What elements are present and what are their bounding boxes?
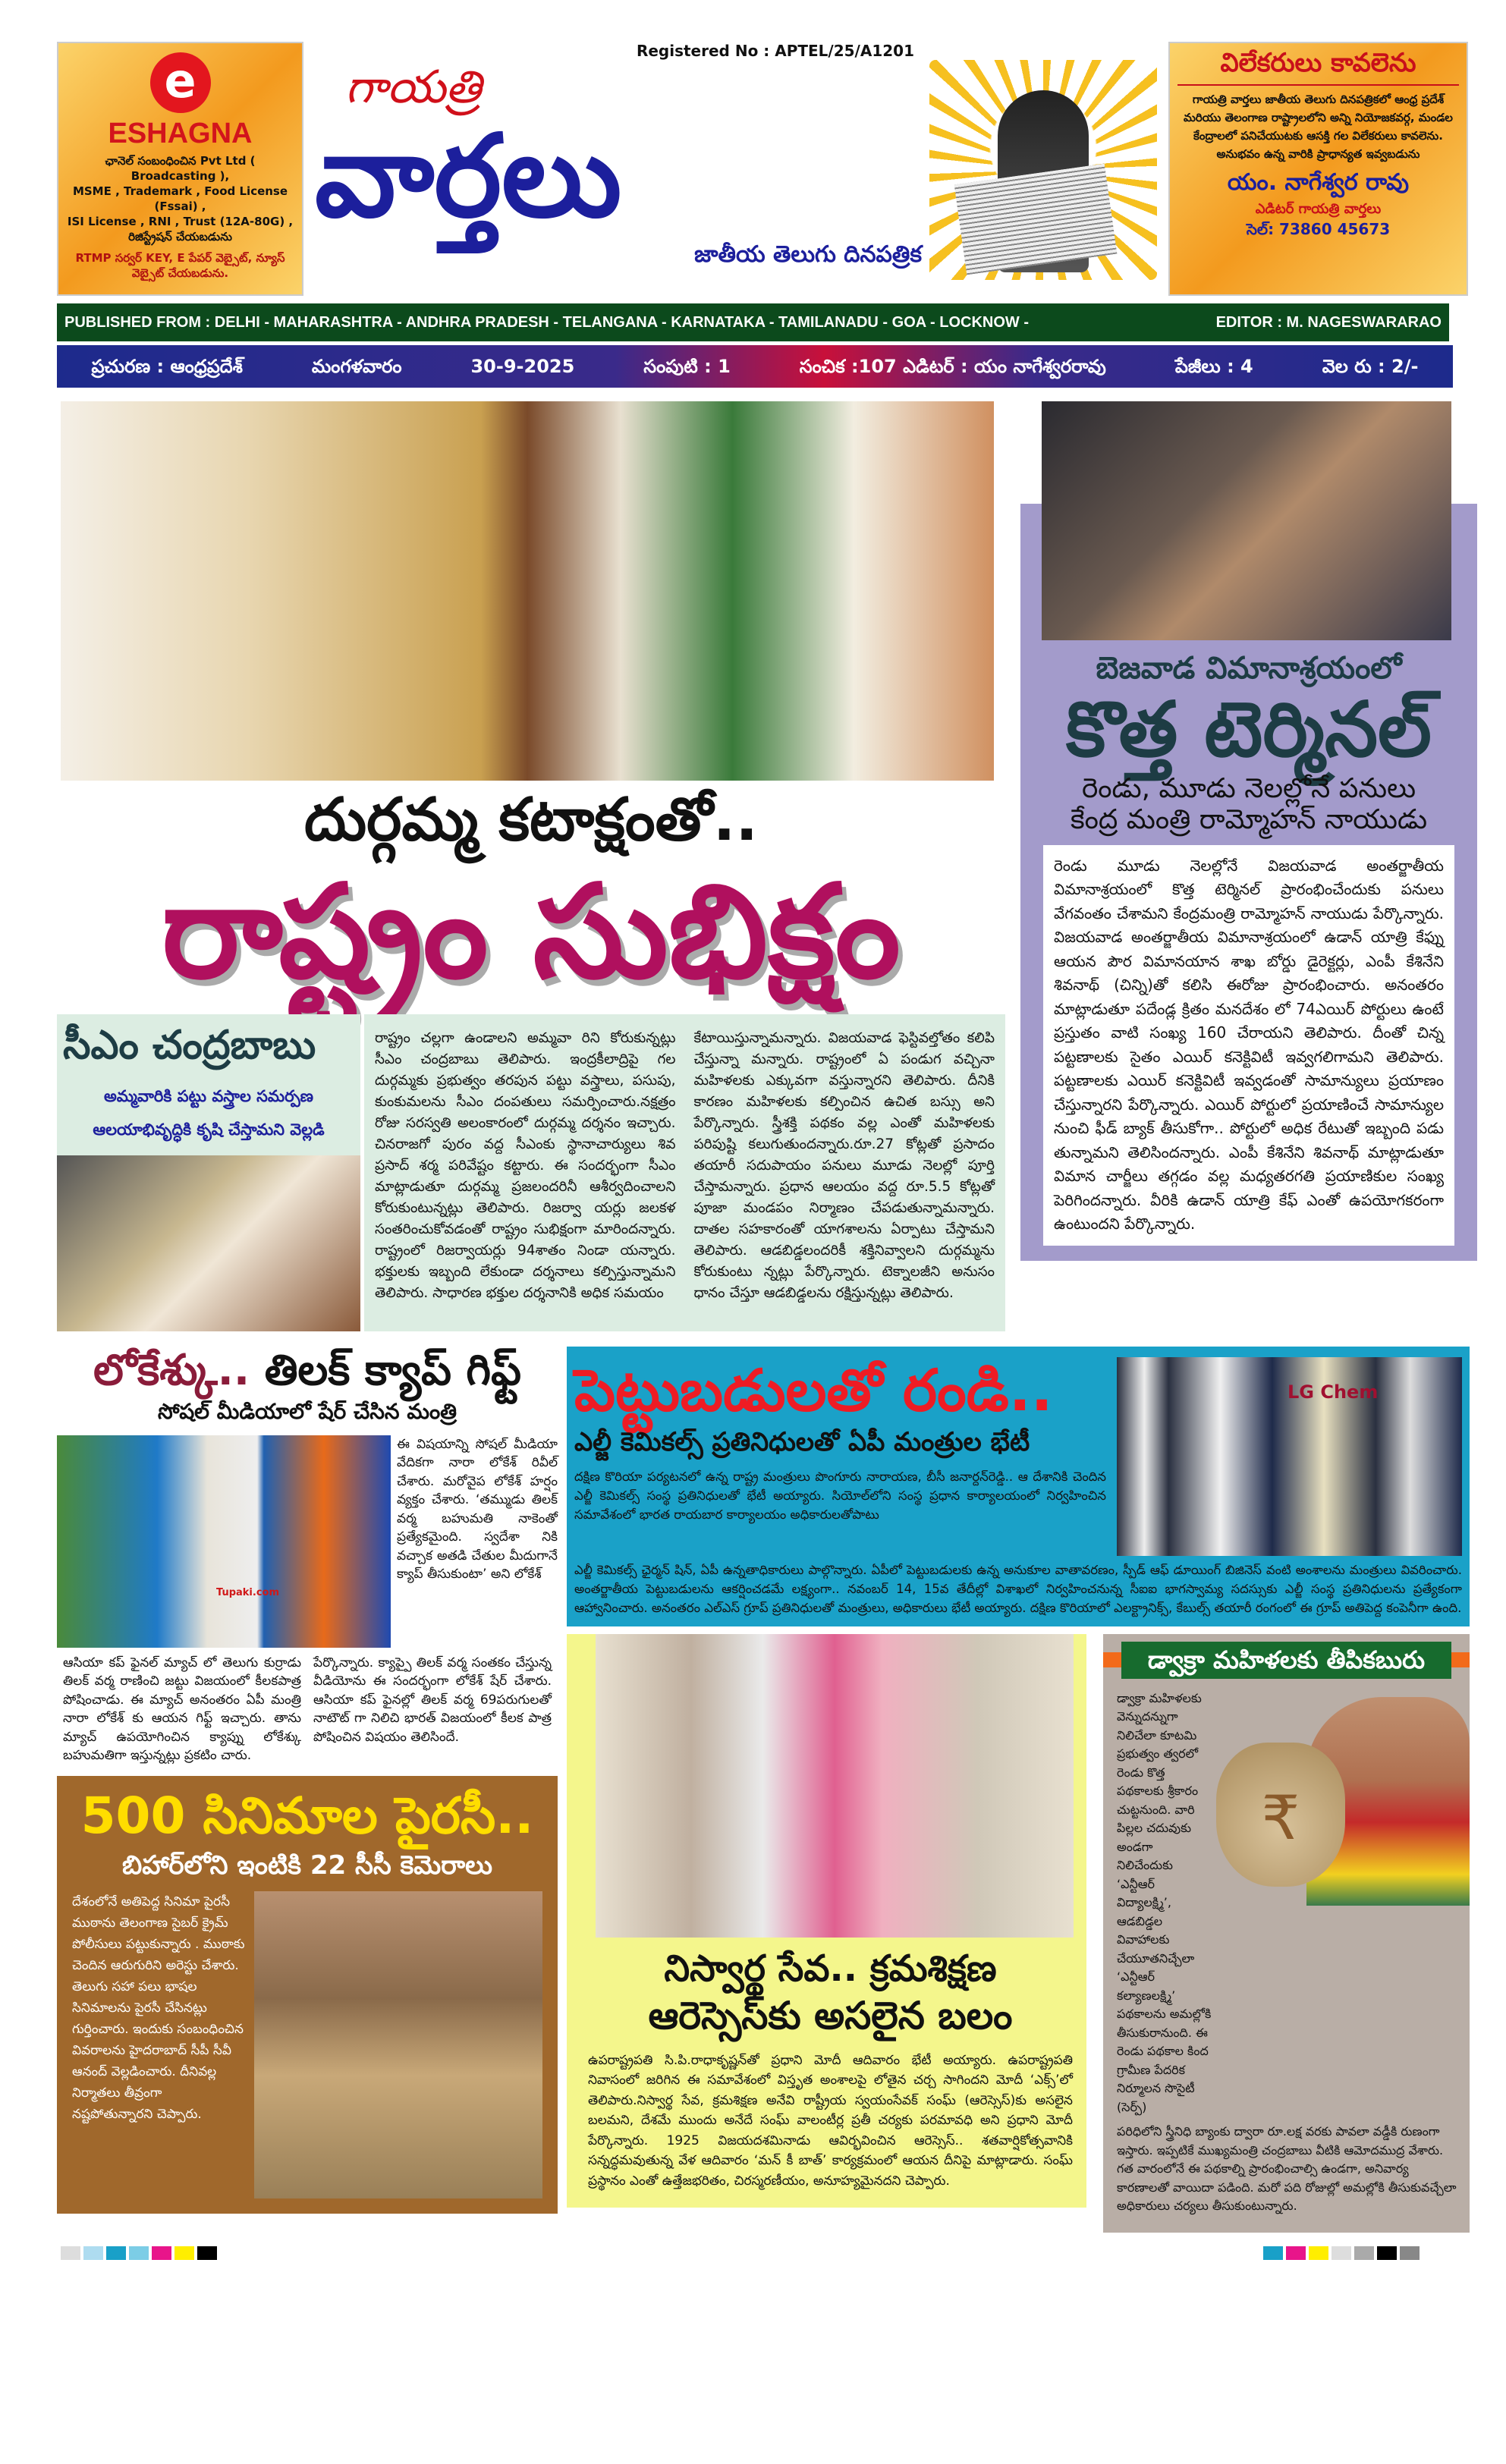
contact-phone: సెల్: 73860 45673 — [1246, 220, 1391, 238]
lokesh-mid-col: పేర్కొన్నారు. క్యాప్పై తిలక్ వర్మ సంతకం చేస్తున్న వీడియోను ఈ సందర్భంగా లోకేశ్ షేర్ చేశారు. ఆసియా కప్ ఫైనల్లో తిలక్ వర్మ 69పరుగులతో నాటౌట్ గా నిలిచి భారత్ విజయంలో కీలక పాత్ర పోషించిన విషయం తెలిసిందే. — [313, 1655, 552, 1745]
issue-info-bar — [57, 345, 1453, 388]
published-locations: PUBLISHED FROM : DELHI - MAHARASHTRA - ANDHRA PRADESH - TELANGANA - KARNATAKA - TAMILANADU - GOA - LOCKNOW - — [64, 314, 1029, 331]
lg-chem-meeting-photo — [1117, 1357, 1462, 1556]
modi-radhakrishnan-photo — [596, 1634, 1074, 1938]
masthead-tagline: జాతీయ తెలుగు దినపత్రిక — [694, 241, 922, 268]
wanted-text: గాయత్రి వార్తలు జాతీయ తెలుగు దినపత్రికలో ఆంధ్ర ప్రదేశ్ మరియు తెలంగాణ రాష్ట్రాలలోని అన్ని నియోజకవర్గ, మండల కేంద్రాలలో పనిచేయుటకు ఆసక్తి గల విలేకరులు కావలెను. అనుభవం ఉన్న వారికి ప్రాధాన్యత ఇవ్వబడును — [1184, 93, 1453, 161]
modi-body: ఉపరాష్ట్రపతి సి.పి.రాధాకృష్ణన్‌తో ప్రధాని మోదీ ఆదివారం భేటీ అయ్యారు. ఉపరాష్ట్రపతి నివాసంలో జరిగిన ఈ సమావేశంలో విస్తృత అంశాలపై లోతైన చర్చ సాగిందని మోదీ ‘ఎక్స్’లో తెలిపారు.నిస్వార్థ సేవ, క్రమశిక్షణ అనేవి రాష్ట్రీయ స్వయంసేవక్ సంఘ్ (ఆరెస్సెస్)కు అసలైన బలమని, దేశమే ముందు అనేదే సంఘ్ వాలంటీర్ల ప్రతీ చర్యకు పరమావధి అని ప్రధాని మోదీ పేర్కొన్నారు. 1925 విజయదశమినాడు ఆవిర్భవించిన ఆరెస్సెస్.. శతవార్షికోత్సవానికి సన్నద్ధమవుతున్న వేళ ఆదివారం ‘మన్ కీ బాత్’ కార్యక్రమంలో ఆయన దీనిపై మాట్లాడారు. సంఘ్ ప్రస్థానం ఎంతో ఉత్తేజభరితం, చిరస్మరణీయం, అనూహ్యమైనదని చెప్పారు. — [588, 2052, 1073, 2189]
publication-state: ప్రచురణ : ఆంధ్రప్రదేశ్ — [91, 356, 243, 377]
minister-rammohan-photo — [1042, 401, 1451, 640]
lokesh-headline: లోకేశ్కు.. తిలక్ క్యాప్ గిఫ్ట్ — [93, 1346, 521, 1396]
dwakra-body-bottom: పరిధిలోని స్త్రీనిధి బ్యాంకు ద్వారా రూ.లక్ష వరకు పావలా వడ్డీకి రుణంగా ఇస్తారు. ఇప్పటికే ముఖ్యమంత్రి చంద్రబాబు వీటికి ఆమోదముద్ర వేశారు. గత వారంలోనే ఈ పథకాల్ని ప్రారంభించాల్సి ఉండగా, అనివార్య కారణాలతో వాయిదా పడింది. మరో పది రోజుల్లో అమల్లోకి తీసుకువచ్చేలా అధికారులు చర్యలు తీసుకుంటున్నారు. — [1117, 2124, 1457, 2214]
lead-headline: రాష్ట్రం సుభిక్షం — [162, 856, 901, 1007]
masthead-title: వార్తలు — [315, 111, 622, 243]
pages: పేజీలు : 4 — [1174, 356, 1253, 377]
masthead — [315, 42, 1157, 296]
contact-name: యం. నాగేశ్వర రావు — [1227, 169, 1410, 196]
lg-headline: పెట్టుబడులతో రండి.. — [574, 1356, 1053, 1425]
modi-headline1: నిస్వార్థ సేవ.. క్రమశిక్షణ — [664, 1947, 997, 1991]
lower-section — [57, 1347, 1468, 2233]
wanted-title: విలేకరులు కావలెను — [1177, 48, 1459, 86]
ad-footer: RTMP సర్వర్ KEY, E పేపర్ వెబ్సైట్, న్యూస్ వెబ్సైట్ చేయబడును. — [75, 251, 285, 280]
weekday: మంగళవారం — [311, 356, 402, 377]
lokesh-story — [57, 1347, 558, 1765]
sidebar-sub1: అమ్మవారికి పట్టు వస్త్రాల సమర్పణ — [103, 1087, 314, 1106]
dwakra-body-top: డ్వాక్రా మహిళలకు వెన్నుదన్నుగా నిలిచేలా కూటమి ప్రభుత్వం త్వరలో రెండు కొత్త పథకాలకు శ్రీకారం చుట్టనుంది. వారి పిల్లల చదువుకు అండగా నిలిచేందుకు ‘ఎన్టీఆర్ విద్యాలక్ష్మి’, ఆడబిడ్డల వివాహాలకు చేయూతనిచ్చేలా ‘ఎన్టీఆర్ కల్యాణలక్ష్మి’ పథకాలను అమల్లోకి తీసుకురానుంది. ఈ రెండు పథకాల కింద గ్రామీణ పేదరిక నిర్మూలన సొసైటీ (సెర్ప్) — [1117, 1690, 1212, 2114]
registered-number: Registered No : APTEL/25/A1201 — [636, 42, 914, 60]
lead-body-col1: రాష్ట్రం చల్లగా ఉండాలని అమ్మవా రిని కోరుకున్నట్లు సీఎం చంద్రబాబు తెలిపారు. ఇంద్రకీలాద్రిపై గల దుర్గమ్మకు ప్రభుత్వం తరపున పట్టు వస్త్రాలు, పసుపు, కుంకుమలను సీఎం దంపతులు సమర్పించారు.నక్షత్రం రోజు సరస్వతి అలంకారంలో దుర్గమ్మ దర్శనం ఇచ్చారు. చినరాజగో పురం వద్ద సీఎంకు స్థానాచార్యులు శివ ప్రసాద్ శర్మ పరివేష్టం కట్టారు. ఈ సందర్భంగా సీఎం మాట్లాడుతూ దుర్గమ్మ ప్రజలందరినీ ఆశీర్వదించాలని కోరుకుంటున్నట్లు తెలిపారు. రిజర్వా యర్లు జలకళ సంతరించుకోవడంతో రాష్ట్రం సుభిక్షంగా మారిందన్నారు. రాష్ట్రంలో రిజర్వాయర్లు 94శాతం నిండా యన్నారు. భక్తులకు ఇబ్బంది లేకుండా దర్శనాలు కల్పిస్తున్నామని తెలిపారు. సాధారణ భక్తుల దర్శనానికి అధిక సమయం — [375, 1029, 676, 1301]
ad-services: ఛానెల్ సంబంధించిన Pvt Ltd ( Broadcasting ), MSME , Trademark , Food License (Fssai) , ISI License , RNI , Trust (12A-80G) , రిజిస్ట్రేషన్ చేయబడును — [67, 154, 294, 244]
reading-woman-illustration — [929, 60, 1157, 280]
sidebar-sub2: ఆలయాభివృద్ధికి కృషి చేస్తామని వెల్లడి — [93, 1120, 325, 1139]
cv-anand-photo — [254, 1891, 542, 2198]
lead-story — [57, 401, 1005, 1331]
piracy-panel — [57, 1776, 558, 2214]
lg-sub: ఎల్జీ కెమికల్స్ ప్రతినిధులతో ఏపీ మంత్రుల భేటీ — [574, 1427, 1030, 1458]
dwakra-headline: డ్వాక్రా మహిళలకు తీపికబురు — [1121, 1642, 1451, 1679]
lead-body — [364, 1014, 1005, 1331]
terminal-headline: కొత్త టెర్మినల్ — [1066, 685, 1432, 774]
lokesh-sub: సోషల్ మీడియాలో షేర్ చేసిన మంత్రి — [157, 1399, 457, 1425]
left-advertisement — [57, 42, 303, 296]
lead-photo-cm-durga-temple — [61, 401, 994, 781]
lg-chem-sign: LG Chem — [1287, 1381, 1379, 1403]
lokesh-tilak-photo — [57, 1435, 391, 1648]
dwakra-panel — [1103, 1634, 1470, 2233]
right-advertisement — [1168, 42, 1468, 296]
volume: సంపుటి : 1 — [643, 356, 731, 377]
terminal-sub1: రెండు, మూడు నెలల్లోనే పనులు — [1081, 773, 1416, 804]
published-from-bar — [57, 303, 1449, 341]
cm-photo-with-silk-clothes — [57, 1155, 360, 1331]
lokesh-left-col: ఆసియా కప్ ఫైనల్ మ్యాచ్ లో తెలుగు కుర్రాడు తిలక్ వర్మ రాణించి జట్టు విజయంలో కీలకపాత్ర పోషించాడు. ఈ మ్యాచ్ అనంతరం ఏపీ మంత్రి నారా లోకేశ్ కు ఆయన గిఫ్ట్ ఇచ్చారు. తాను మ్యాచ్ ఉపయోగించిన క్యాప్ను లోకేశ్కు బహుమతిగా ఇస్తున్నట్లు ప్రకటిం చారు. — [63, 1655, 301, 1764]
piracy-headline: 500 సినిమాల పైరసీ.. — [80, 1786, 534, 1845]
photo-watermark: Tupaki.com — [216, 1586, 279, 1598]
upper-section — [57, 401, 1468, 1331]
lokesh-right-col: ఈ విషయాన్ని సోషల్ మీడియా వేదికగా నారా లోకేశ్ రివీల్ చేశారు. మరోవైప లోకేశ్ హర్షం వ్యక్తం చేశారు. ‘తమ్ముడు తిలక్ వర్మ బహుమతి నాకెంతో ప్రత్యేకమైంది. స్వదేశా నికి వచ్చాక అతడి చేతుల మీదుగానే క్యాప్ తీసుకుంటా’ అని లోకేశ్ — [397, 1436, 558, 1582]
issue-date: 30-9-2025 — [470, 356, 575, 377]
print-color-bars-right — [1263, 2246, 1423, 2263]
modi-panel — [567, 1634, 1086, 2208]
lead-lower — [57, 1014, 1005, 1331]
money-bag-icon: ₹ — [1216, 1743, 1345, 1887]
terminal-kicker: బెజవాడ విమానాశ్రయంలో — [1096, 651, 1402, 686]
lg-body-bottom: ఎల్జీ కెమికల్స్ ఛైర్మన్ షిన్, ఏపీ ఉన్నతాధికారులు పాల్గొన్నారు. ఏపీలో పెట్టుబడులకు ఉన్న అనుకూల వాతావరణం, స్పీడ్ ఆఫ్ డూయింగ్ బిజినెస్ వంటి అంశాలను మంత్రులు వివరించారు. అంతర్జాతీయ పెట్టుబడులను ఆకర్షించడమే లక్ష్యంగా.. నవంబర్ 14, 15వ తేదీల్లో విశాఖలో నిర్వహించనున్న సీఐఐ భాగస్వామ్య సదస్సుకు ఎల్జీ సంస్థ ప్రతినిధులను ప్రత్యేకంగా ఆహ్వానించారు. అనంతరం ఎల్ఎస్ గ్రూప్ ప్రతినిధులతో మంత్రులు, అధికారులు భేటీ అయ్యారు. దక్షిణ కొరియాలో ఎలక్ట్రానిక్స్, కేబుల్స్ తయారీ రంగంలో ఈ గ్రూప్ అతిపెద్ద కంపెనీగా ఉంది. — [574, 1563, 1462, 1616]
lead-kicker: దుర్గమ్మ కటాక్షంతో.. — [304, 786, 758, 854]
lg-body-top: దక్షిణ కొరియా పర్యటనలో ఉన్న రాష్ట్ర మంత్రులు పొంగూరు నారాయణ, బీసీ జనార్దన్‌రెడ్డి.. ఆ దేశానికి చెందిన ఎల్జీ కెమికల్స్ సంస్థ ప్రతినిధులతో భేటీ అయ్యారు. సియోల్‌లోని సంస్థ ప్రధాన కార్యాలయంలో నిర్వహించిన సమావేశంలో భారత రాయబార కార్యాలయం అధికారులతోపాటు — [574, 1469, 1106, 1522]
terminal-sub2: కేంద్ర మంత్రి రామ్మోహన్ నాయుడు — [1070, 804, 1428, 836]
terminal-body: రెండు మూడు నెలల్లోనే విజయవాడ అంతర్జాతీయ విమానాశ్రయంలో కొత్త టెర్మినల్ ప్రారంభించేందుకు పనులు వేగవంతం చేశామని కేంద్రమంత్రి రామ్మోహన్ నాయుడు పేర్కొన్నారు. విజయవాడ అంతర్జాతీయ విమానాశ్రయంలో ఉడాన్ యాత్రి కేఫ్ను ఆయన పౌర విమానయాన శాఖ బోర్డు డైరెక్టర్లు, ఎంపీ కేశినేని శివనాథ్ (చిన్ని)తో కలిసి ఈరోజు ప్రారంభించారు. అనంతరం మాట్లాడుతూ పదేండ్ల క్రితం మనదేశం లో 74ఎయిర్ పోర్టులు ఉంటే ప్రస్తుతం వాటి సంఖ్య 160 చేరాయని తెలిపారు. దీంతో చిన్న పట్టణాలకు సైతం ఎయిర్ కనెక్టివిటీ ఇవ్వగలిగామని తెలిపారు. పట్టణాలకు ఎయిర్ కనెక్టివిటీ ఇవ్వడంతో సామాన్యులు ప్రయాణం చేస్తున్నారని పేర్కొన్నారు. ఎయిర్ పోర్టులో ప్రయాణించే సామాన్యుల నుంచి ఫీడ్ బ్యాక్ తీసుకోగా.. పోర్టులో అధిక రేటుతో ఇబ్బంది పడు తున్నామని తెలిసిందన్నారు. ఎంపీ కేశినేని శివనాథ్ మాట్లాడుతూ విమాన చార్జీలు తగ్గడం వల్ల మధ్యతరగతి ప్రయాణికుల సంఖ్య పెరిగిందన్నారు. వీరికి ఉడాన్ యాత్రి కేఫ్ ఎంతో ఉపయోగకరంగా ఉంటుందని పేర్కొన్నారు. — [1043, 845, 1454, 1246]
modi-headline2: ఆరెస్సెస్‌కు అసలైన బలం — [648, 1994, 1013, 2038]
sidebar-title: సీఎం చంద్రబాబు — [63, 1022, 316, 1068]
left-column — [57, 1347, 558, 2214]
print-color-bars — [57, 2246, 1423, 2263]
terminal-story — [1020, 401, 1477, 1261]
editor-name: EDITOR : M. NAGESWARARAO — [1215, 314, 1442, 331]
issue-editor: సంచిక :107 ఎడిటర్ : యం నాగేశ్వరరావు — [799, 356, 1106, 377]
brand-name: ESHAGNA — [108, 118, 253, 149]
contact-role: ఎడిటర్ గాయత్రి వార్తలు — [1255, 201, 1382, 217]
eshagna-logo: e — [150, 52, 211, 113]
right-column — [567, 1347, 1470, 2233]
lead-body-col2: కేటాయిస్తున్నామన్నారు. విజయవాడ ఫెస్టివల్తోతం కలిపి చేస్తున్నా మన్నారు. రాష్ట్రంలో ఏ పండుగ వచ్చినా మహిళలకు ఎక్కువగా వస్తున్నారని తెలిపారు. దీనికి కారణం మహిళలకు కల్పించిన ఉచిత బస్సు అని పేర్కొన్నారు. స్త్రీశక్తి పథకం వల్ల ఎంతో మహిళలకు పరిపుష్టి కలుగుతుందన్నారు.రూ.27 కోట్లతో ప్రసాదం తయారీ సదుపాయం పనులు మూడు నెలల్లో పూర్తి చేస్తామన్నారు. ప్రధాన ఆలయం వద్ద రూ.5.5 కోట్లతో పూజా మండపం నిర్మాణం చేపడుతున్నామన్నారు. దాతల సహకారంతో యాగశాలను ఏర్పాటు చేస్తామని తెలిపారు. ఆడబిడ్డలందరికీ శక్తినివ్వాలని దుర్గమ్మను కోరుకుంటు న్నట్లు పేర్కొన్నారు. టెక్నాలజీని అనుసం ధానం చేస్తూ ఆడబిడ్డలను రక్షిస్తున్నట్లు తెలిపారు. — [693, 1029, 995, 1301]
piracy-body: దేశంలోనే అతిపెద్ద సినిమా పైరసీ ముఠాను తెలంగాణ సైబర్ క్రైమ్ పోలీసులు పట్టుకున్నారు . ముఠాకు చెందిన ఆరుగురిని అరెస్టు చేశారు. తెలుగు సహా పలు భాషల సినిమాలను పైరసీ చేసినట్లు గుర్తించారు. ఇందుకు సంబంధించిన వివరాలను హైదరాబాద్ సీపీ సీవీ ఆనంద్ వెల్లడించారు. దీనివల్ల నిర్మాతలు తీవ్రంగా నష్టపోతున్నారని చెప్పారు. — [72, 1894, 245, 2122]
print-color-bars-left — [61, 2246, 220, 2263]
lg-panel — [567, 1347, 1470, 1626]
header — [57, 42, 1468, 296]
lead-sidebar — [57, 1014, 360, 1331]
price: వెల రు : 2/- — [1322, 356, 1419, 377]
masthead-pretitle: గాయత్రి — [345, 61, 482, 114]
piracy-sub: బిహార్‌లోని ఇంటికి 22 సీసీ కెమెరాలు — [121, 1850, 492, 1881]
